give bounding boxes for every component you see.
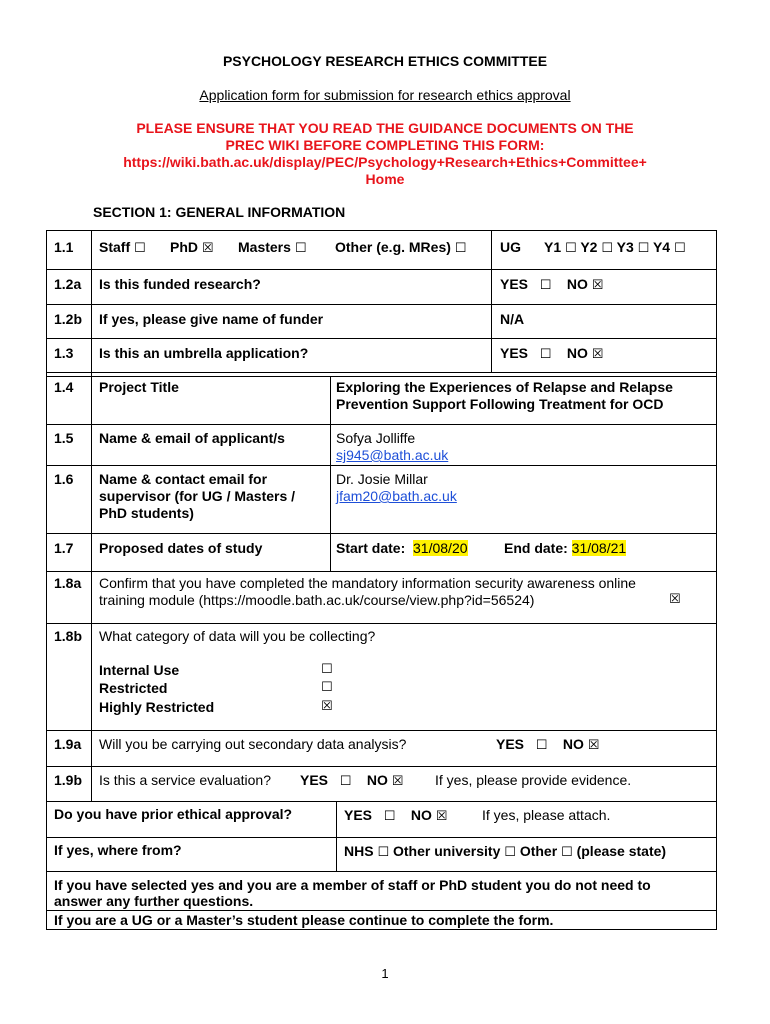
checkbox-highly-restricted[interactable]: ☒	[321, 699, 333, 714]
row-number: 1.9b	[54, 772, 83, 788]
checkbox-other[interactable]: ☐	[561, 845, 573, 860]
end-date[interactable]: End date: 31/08/21	[504, 540, 627, 556]
checkbox-other[interactable]: ☐	[454, 241, 467, 256]
row-number: 1.9a	[54, 736, 82, 752]
start-date-value[interactable]: 31/08/20	[413, 540, 468, 556]
row-number: 1.6	[54, 471, 74, 487]
question-funded: Is this funded research?	[99, 276, 261, 292]
option-internal-use: Internal Use	[99, 662, 180, 678]
question-umbrella: Is this an umbrella application?	[99, 345, 309, 361]
answer-secondary-data[interactable]: YES ☐ NO ☒	[496, 736, 600, 753]
answer-project-title-2[interactable]: Prevention Support Following Treatment for OCD	[336, 396, 664, 412]
form-subtitle: Application form for submission for research ethics approval	[199, 87, 571, 103]
form-title: PSYCHOLOGY RESEARCH ETHICS COMMITTEE	[222, 53, 548, 69]
answer-where-from[interactable]: NHS ☐ Other university ☐ Other ☐ (please state)	[344, 843, 667, 860]
final-note-3: If you are a UG or a Master’s student please continue to complete the form.	[54, 912, 554, 928]
row-number: 1.8b	[54, 628, 83, 644]
checkbox-restricted[interactable]: ☐	[321, 680, 333, 695]
warning-link[interactable]: https://wiki.bath.ac.uk/display/PEC/Psychology+Research+Ethics+Committee+	[123, 154, 647, 170]
question-secondary-data: Will you be carrying out secondary data analysis?	[99, 736, 407, 752]
question-where-from: If yes, where from?	[54, 842, 182, 858]
answer-service-evaluation[interactable]: YES ☐ NO ☒	[300, 772, 404, 789]
warning-link-end[interactable]: Home	[365, 171, 405, 187]
checkbox-yes[interactable]: ☐	[535, 738, 548, 753]
row-number: 1.4	[54, 379, 74, 395]
question-supervisor-2: supervisor (for UG / Masters /	[99, 488, 296, 504]
checkbox-yes[interactable]: ☐	[383, 809, 396, 824]
answer-prior-approval[interactable]: YES ☐ NO ☒	[344, 807, 448, 824]
checkbox-no[interactable]: ☒	[435, 809, 448, 824]
page-number: 1	[381, 966, 389, 981]
checkbox-y2[interactable]: ☐	[601, 241, 613, 256]
checkbox-y3[interactable]: ☐	[637, 241, 650, 256]
checkbox-yes[interactable]: ☐	[539, 347, 552, 362]
applicant-name[interactable]: Sofya Jolliffe	[336, 430, 416, 446]
question-applicant: Name & email of applicant/s	[99, 430, 285, 446]
checkbox-staff[interactable]: ☐	[134, 241, 146, 256]
row-number: 1.2b	[54, 311, 83, 327]
question-funder: If yes, please give name of funder	[99, 311, 324, 327]
question-project-title: Project Title	[99, 379, 179, 395]
supervisor-name[interactable]: Dr. Josie Millar	[336, 471, 428, 487]
row-number: 1.3	[54, 345, 74, 361]
option-masters[interactable]: Masters ☐	[238, 239, 307, 256]
option-phd[interactable]: PhD ☒	[170, 239, 214, 256]
row-number: 1.8a	[54, 575, 82, 591]
checkbox-no[interactable]: ☒	[587, 738, 600, 753]
answer-project-title-1[interactable]: Exploring the Experiences of Relapse and Relapse	[336, 379, 673, 395]
checkbox-no[interactable]: ☒	[391, 774, 404, 789]
applicant-email-link[interactable]: sj945@bath.ac.uk	[336, 447, 449, 463]
checkbox-y1[interactable]: ☐	[565, 241, 577, 256]
question-security-1: Confirm that you have completed the mandatory information security awareness online	[99, 575, 636, 591]
ug-years[interactable]: Y1 ☐ Y2 ☐ Y3 ☐ Y4 ☐	[544, 239, 686, 256]
question-prior-approval: Do you have prior ethical approval?	[54, 806, 293, 822]
checkbox-internal-use[interactable]: ☐	[321, 662, 333, 677]
option-staff[interactable]: Staff ☐	[99, 239, 146, 256]
question-service-evaluation: Is this a service evaluation?	[99, 772, 271, 788]
warning-line-1: PLEASE ENSURE THAT YOU READ THE GUIDANCE DOCUMENTS ON THE	[136, 120, 634, 136]
checkbox-nhs[interactable]: ☐	[377, 845, 390, 860]
prior-approval-note: If yes, please attach.	[482, 807, 611, 823]
question-data-category: What category of data will you be collecting?	[99, 628, 376, 644]
option-restricted: Restricted	[99, 680, 168, 696]
start-date[interactable]: Start date: 31/08/20	[336, 540, 468, 556]
checkbox-phd[interactable]: ☒	[201, 241, 214, 256]
service-evaluation-note: If yes, please provide evidence.	[435, 772, 632, 788]
checkbox-yes[interactable]: ☐	[339, 774, 352, 789]
row-number: 1.1	[54, 239, 74, 255]
checkbox-masters[interactable]: ☐	[294, 241, 307, 256]
checkbox-y4[interactable]: ☐	[673, 241, 686, 256]
question-supervisor-1: Name & contact email for	[99, 471, 268, 487]
end-date-value[interactable]: 31/08/21	[571, 540, 627, 556]
question-supervisor-3: PhD students)	[99, 505, 194, 521]
checkbox-other-university[interactable]: ☐	[504, 845, 516, 860]
checkbox-security[interactable]: ☒	[669, 592, 681, 607]
question-dates: Proposed dates of study	[99, 540, 263, 556]
option-other[interactable]: Other (e.g. MRes) ☐	[335, 239, 467, 256]
supervisor-email-link[interactable]: jfam20@bath.ac.uk	[336, 488, 457, 504]
checkbox-no[interactable]: ☒	[591, 278, 604, 293]
option-highly-restricted: Highly Restricted	[99, 699, 215, 715]
row-number: 1.5	[54, 430, 74, 446]
final-note-2: answer any further questions.	[54, 893, 254, 909]
answer-funder[interactable]: N/A	[500, 311, 525, 327]
answer-umbrella[interactable]: YES ☐ NO ☒	[500, 345, 604, 362]
warning-line-2: PREC WIKI BEFORE COMPLETING THIS FORM:	[225, 137, 545, 153]
section-title: SECTION 1: GENERAL INFORMATION	[93, 204, 346, 220]
checkbox-no[interactable]: ☒	[591, 347, 604, 362]
checkbox-yes[interactable]: ☐	[539, 278, 552, 293]
question-security-2: training module (https://moodle.bath.ac.uk/course/view.php?id=56524)	[99, 592, 535, 608]
option-ug: UG	[500, 239, 521, 255]
row-number: 1.7	[54, 540, 74, 556]
answer-funded[interactable]: YES ☐ NO ☒	[500, 276, 604, 293]
final-note-1: If you have selected yes and you are a member of staff or PhD student you do not need to	[54, 877, 651, 893]
row-number: 1.2a	[54, 276, 82, 292]
